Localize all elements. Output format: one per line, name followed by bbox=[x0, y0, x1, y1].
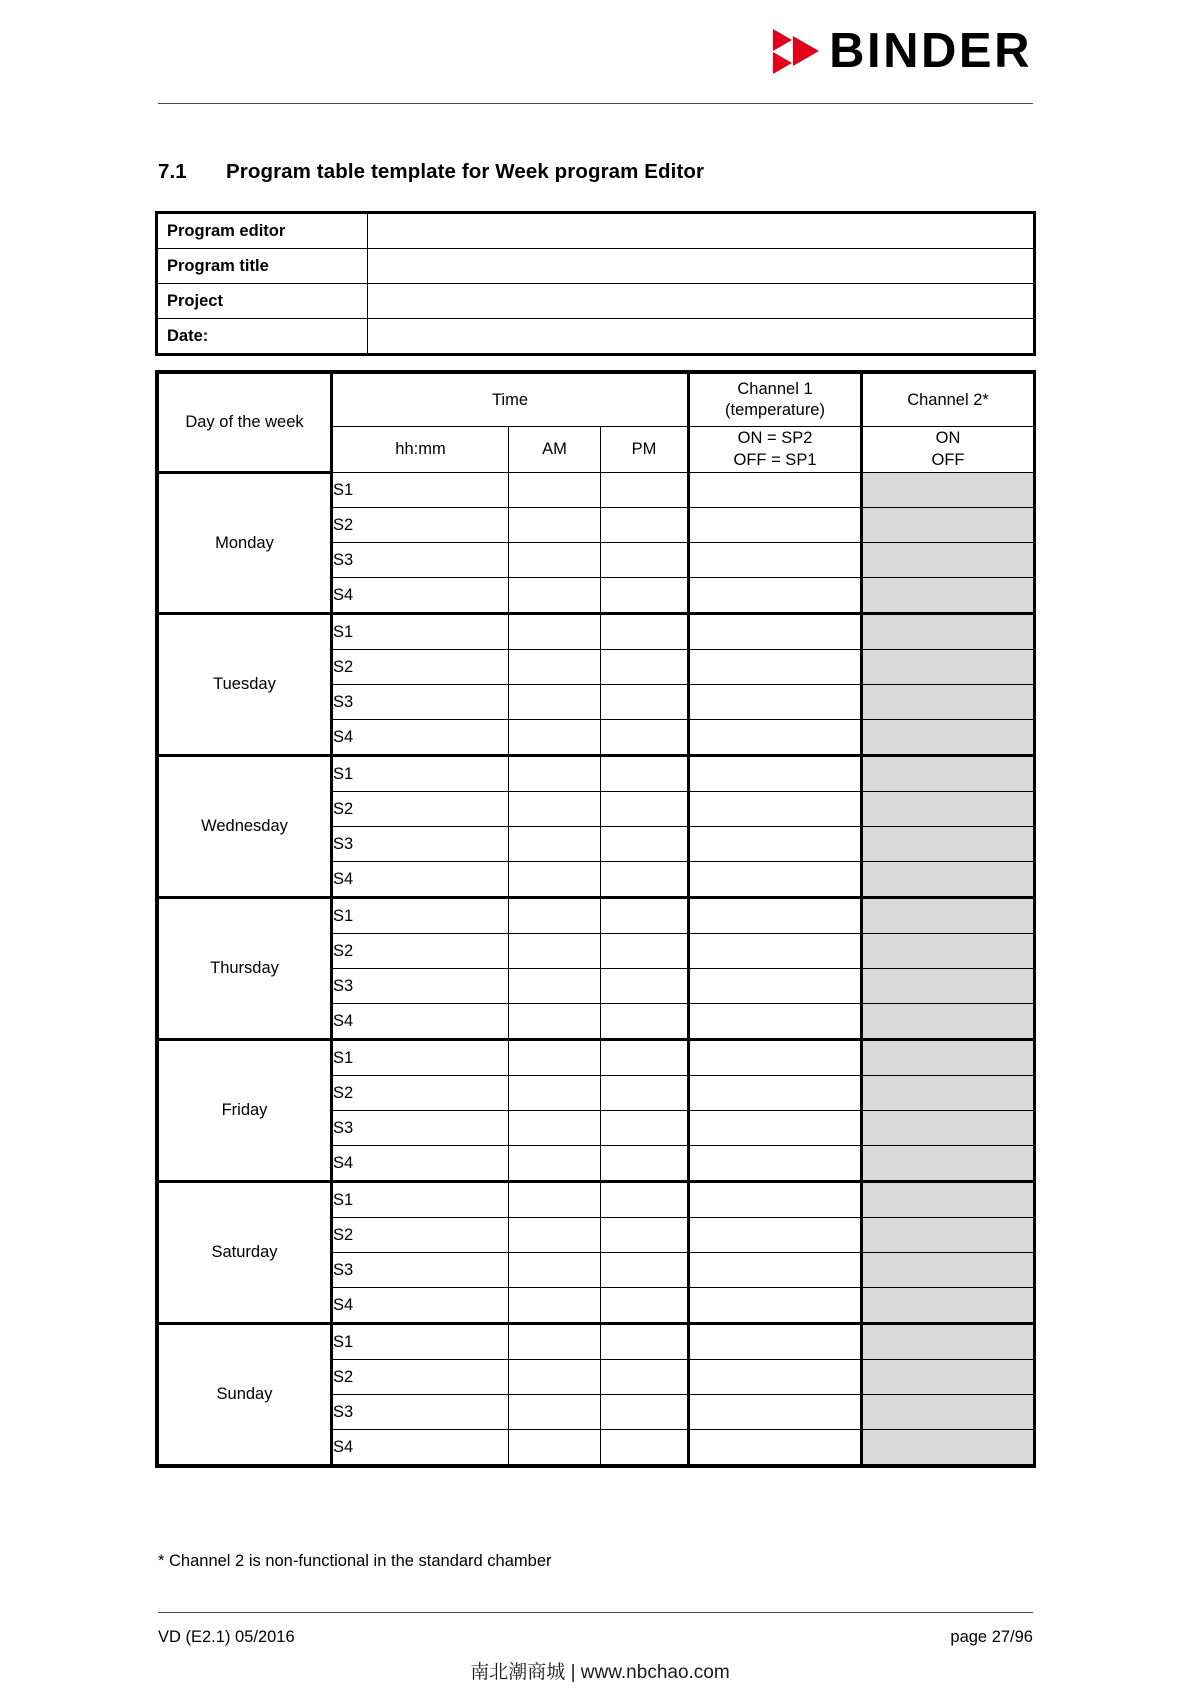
table-row bbox=[159, 756, 1034, 792]
cell-channel1-thursday-s3[interactable] bbox=[689, 969, 862, 1004]
cell-pm-friday-s1[interactable] bbox=[601, 1040, 689, 1076]
cell-channel2-friday-s2 bbox=[862, 1076, 1034, 1111]
cell-am-thursday-s2[interactable] bbox=[509, 934, 601, 969]
cell-pm-thursday-s3[interactable] bbox=[601, 969, 689, 1004]
cell-channel1-monday-s4[interactable] bbox=[689, 578, 862, 614]
cell-pm-wednesday-s4[interactable] bbox=[601, 862, 689, 898]
cell-channel1-tuesday-s3[interactable] bbox=[689, 685, 862, 720]
cell-channel2-monday-s1 bbox=[862, 473, 1034, 508]
slot-label-sunday-s4: S4 bbox=[332, 1430, 509, 1465]
header-time: Time bbox=[332, 374, 689, 427]
cell-am-monday-s3[interactable] bbox=[509, 543, 601, 578]
cell-pm-monday-s4[interactable] bbox=[601, 578, 689, 614]
header-channel1-line1: Channel 1 bbox=[737, 380, 813, 399]
footer-divider bbox=[158, 1612, 1033, 1613]
slot-label-monday-s3: S3 bbox=[332, 543, 509, 578]
cell-channel2-sunday-s1 bbox=[862, 1324, 1034, 1360]
cell-channel1-saturday-s1[interactable] bbox=[689, 1182, 862, 1218]
week-program-table-border bbox=[155, 370, 1036, 1468]
info-value-project[interactable] bbox=[368, 284, 1034, 319]
cell-channel1-thursday-s4[interactable] bbox=[689, 1004, 862, 1040]
slot-label-monday-s4: S4 bbox=[332, 578, 509, 614]
program-info-table bbox=[157, 213, 1034, 354]
cell-channel1-sunday-s4[interactable] bbox=[689, 1430, 862, 1465]
cell-channel1-friday-s3[interactable] bbox=[689, 1111, 862, 1146]
cell-am-wednesday-s1[interactable] bbox=[509, 756, 601, 792]
slot-label-thursday-s1: S1 bbox=[332, 898, 509, 934]
cell-channel1-friday-s1[interactable] bbox=[689, 1040, 862, 1076]
subheader-am: AM bbox=[509, 427, 601, 473]
cell-channel2-thursday-s3 bbox=[862, 969, 1034, 1004]
cell-am-friday-s2[interactable] bbox=[509, 1076, 601, 1111]
cell-pm-friday-s3[interactable] bbox=[601, 1111, 689, 1146]
cell-channel2-saturday-s1 bbox=[862, 1182, 1034, 1218]
cell-pm-saturday-s1[interactable] bbox=[601, 1182, 689, 1218]
cell-am-tuesday-s2[interactable] bbox=[509, 650, 601, 685]
cell-pm-sunday-s3[interactable] bbox=[601, 1395, 689, 1430]
subheader-channel1 bbox=[689, 427, 862, 473]
cell-pm-friday-s2[interactable] bbox=[601, 1076, 689, 1111]
cell-channel2-monday-s2 bbox=[862, 508, 1034, 543]
cell-channel1-sunday-s2[interactable] bbox=[689, 1360, 862, 1395]
cell-am-tuesday-s1[interactable] bbox=[509, 614, 601, 650]
cell-am-saturday-s4[interactable] bbox=[509, 1288, 601, 1324]
cell-am-wednesday-s3[interactable] bbox=[509, 827, 601, 862]
section-number: 7.1 bbox=[158, 160, 187, 183]
info-value-program-title[interactable] bbox=[368, 249, 1034, 284]
cell-channel1-tuesday-s4[interactable] bbox=[689, 720, 862, 756]
cell-channel2-friday-s3 bbox=[862, 1111, 1034, 1146]
cell-channel2-friday-s1 bbox=[862, 1040, 1034, 1076]
slot-label-sunday-s2: S2 bbox=[332, 1360, 509, 1395]
cell-channel1-saturday-s2[interactable] bbox=[689, 1218, 862, 1253]
slot-label-tuesday-s2: S2 bbox=[332, 650, 509, 685]
footnote: * Channel 2 is non-functional in the standard chamber bbox=[158, 1552, 552, 1570]
cell-am-saturday-s3[interactable] bbox=[509, 1253, 601, 1288]
slot-label-saturday-s1: S1 bbox=[332, 1182, 509, 1218]
day-label-wednesday: Wednesday bbox=[159, 756, 332, 898]
cell-channel2-tuesday-s4 bbox=[862, 720, 1034, 756]
cell-pm-monday-s3[interactable] bbox=[601, 543, 689, 578]
cell-channel1-wednesday-s4[interactable] bbox=[689, 862, 862, 898]
cell-channel2-sunday-s3 bbox=[862, 1395, 1034, 1430]
cell-am-saturday-s2[interactable] bbox=[509, 1218, 601, 1253]
cell-channel2-thursday-s4 bbox=[862, 1004, 1034, 1040]
slot-label-wednesday-s4: S4 bbox=[332, 862, 509, 898]
slot-label-wednesday-s1: S1 bbox=[332, 756, 509, 792]
slot-label-sunday-s1: S1 bbox=[332, 1324, 509, 1360]
slot-label-friday-s4: S4 bbox=[332, 1146, 509, 1182]
header-channel1 bbox=[689, 374, 862, 427]
subheader-ch2-line2: OFF bbox=[931, 450, 965, 469]
cell-channel1-friday-s2[interactable] bbox=[689, 1076, 862, 1111]
cell-channel2-saturday-s4 bbox=[862, 1288, 1034, 1324]
subheader-ch1-line2: OFF = SP1 bbox=[733, 450, 817, 469]
cell-channel2-monday-s3 bbox=[862, 543, 1034, 578]
footer-watermark: 南北潮商城 | www.nbchao.com bbox=[470, 1662, 730, 1683]
cell-channel2-tuesday-s3 bbox=[862, 685, 1034, 720]
day-label-saturday: Saturday bbox=[159, 1182, 332, 1324]
cell-am-monday-s4[interactable] bbox=[509, 578, 601, 614]
cell-channel2-sunday-s4 bbox=[862, 1430, 1034, 1465]
slot-label-thursday-s3: S3 bbox=[332, 969, 509, 1004]
cell-channel2-saturday-s2 bbox=[862, 1218, 1034, 1253]
table-row bbox=[159, 614, 1034, 650]
cell-channel1-monday-s1[interactable] bbox=[689, 473, 862, 508]
cell-pm-tuesday-s3[interactable] bbox=[601, 685, 689, 720]
cell-channel2-tuesday-s1 bbox=[862, 614, 1034, 650]
cell-am-sunday-s4[interactable] bbox=[509, 1430, 601, 1465]
cell-pm-saturday-s2[interactable] bbox=[601, 1218, 689, 1253]
binder-logo bbox=[773, 22, 1032, 80]
cell-channel1-monday-s2[interactable] bbox=[689, 508, 862, 543]
cell-pm-sunday-s4[interactable] bbox=[601, 1430, 689, 1465]
info-label-date: Date: bbox=[158, 319, 368, 354]
slot-label-wednesday-s2: S2 bbox=[332, 792, 509, 827]
day-label-sunday: Sunday bbox=[159, 1324, 332, 1465]
cell-am-tuesday-s3[interactable] bbox=[509, 685, 601, 720]
cell-pm-sunday-s2[interactable] bbox=[601, 1360, 689, 1395]
brand-name: BINDER bbox=[829, 23, 1032, 78]
cell-channel1-wednesday-s2[interactable] bbox=[689, 792, 862, 827]
cell-am-friday-s4[interactable] bbox=[509, 1146, 601, 1182]
slot-label-wednesday-s3: S3 bbox=[332, 827, 509, 862]
cell-am-wednesday-s4[interactable] bbox=[509, 862, 601, 898]
subheader-pm: PM bbox=[601, 427, 689, 473]
cell-pm-thursday-s1[interactable] bbox=[601, 898, 689, 934]
cell-am-sunday-s2[interactable] bbox=[509, 1360, 601, 1395]
cell-am-monday-s2[interactable] bbox=[509, 508, 601, 543]
cell-channel1-tuesday-s1[interactable] bbox=[689, 614, 862, 650]
cell-channel1-thursday-s2[interactable] bbox=[689, 934, 862, 969]
page-header bbox=[0, 0, 1200, 110]
cell-channel1-monday-s3[interactable] bbox=[689, 543, 862, 578]
slot-label-friday-s3: S3 bbox=[332, 1111, 509, 1146]
slot-label-friday-s1: S1 bbox=[332, 1040, 509, 1076]
cell-pm-friday-s4[interactable] bbox=[601, 1146, 689, 1182]
day-label-friday: Friday bbox=[159, 1040, 332, 1182]
cell-channel2-wednesday-s2 bbox=[862, 792, 1034, 827]
week-program-table-body bbox=[159, 473, 1034, 1465]
cell-channel1-wednesday-s3[interactable] bbox=[689, 827, 862, 862]
cell-pm-thursday-s4[interactable] bbox=[601, 1004, 689, 1040]
table-row bbox=[158, 249, 1034, 284]
cell-pm-thursday-s2[interactable] bbox=[601, 934, 689, 969]
cell-am-thursday-s3[interactable] bbox=[509, 969, 601, 1004]
cell-channel2-thursday-s2 bbox=[862, 934, 1034, 969]
table-row bbox=[158, 319, 1034, 354]
cell-pm-tuesday-s4[interactable] bbox=[601, 720, 689, 756]
day-label-thursday: Thursday bbox=[159, 898, 332, 1040]
cell-channel1-friday-s4[interactable] bbox=[689, 1146, 862, 1182]
info-label-project: Project bbox=[158, 284, 368, 319]
cell-pm-tuesday-s2[interactable] bbox=[601, 650, 689, 685]
table-row bbox=[159, 1324, 1034, 1360]
cell-channel2-saturday-s3 bbox=[862, 1253, 1034, 1288]
slot-label-saturday-s2: S2 bbox=[332, 1218, 509, 1253]
cell-pm-saturday-s3[interactable] bbox=[601, 1253, 689, 1288]
section-title-text: Program table template for Week program Editor bbox=[226, 160, 705, 183]
header-channel2: Channel 2* bbox=[862, 374, 1034, 427]
cell-am-monday-s1[interactable] bbox=[509, 473, 601, 508]
subheader-ch1-line1: ON = SP2 bbox=[737, 429, 813, 448]
cell-channel2-friday-s4 bbox=[862, 1146, 1034, 1182]
slot-label-saturday-s4: S4 bbox=[332, 1288, 509, 1324]
cell-am-thursday-s1[interactable] bbox=[509, 898, 601, 934]
cell-channel1-saturday-s3[interactable] bbox=[689, 1253, 862, 1288]
cell-am-friday-s1[interactable] bbox=[509, 1040, 601, 1076]
footer-page-number: page 27/96 bbox=[950, 1628, 1033, 1646]
slot-label-thursday-s2: S2 bbox=[332, 934, 509, 969]
cell-am-wednesday-s2[interactable] bbox=[509, 792, 601, 827]
slot-label-tuesday-s4: S4 bbox=[332, 720, 509, 756]
cell-channel1-saturday-s4[interactable] bbox=[689, 1288, 862, 1324]
slot-label-monday-s2: S2 bbox=[332, 508, 509, 543]
slot-label-tuesday-s1: S1 bbox=[332, 614, 509, 650]
info-value-program-editor[interactable] bbox=[368, 214, 1034, 249]
cell-channel1-wednesday-s1[interactable] bbox=[689, 756, 862, 792]
table-row bbox=[159, 1040, 1034, 1076]
cell-pm-sunday-s1[interactable] bbox=[601, 1324, 689, 1360]
header-channel1-line2: (temperature) bbox=[725, 401, 825, 419]
info-label-program-title: Program title bbox=[158, 249, 368, 284]
slot-label-thursday-s4: S4 bbox=[332, 1004, 509, 1040]
cell-am-sunday-s3[interactable] bbox=[509, 1395, 601, 1430]
subheader-channel2 bbox=[862, 427, 1034, 473]
slot-label-friday-s2: S2 bbox=[332, 1076, 509, 1111]
table-row bbox=[158, 284, 1034, 319]
table-row bbox=[159, 1182, 1034, 1218]
cell-pm-wednesday-s1[interactable] bbox=[601, 756, 689, 792]
subheader-ch2-line1: ON bbox=[935, 429, 961, 448]
table-header-row-top bbox=[159, 374, 1034, 427]
cell-channel2-wednesday-s3 bbox=[862, 827, 1034, 862]
cell-am-tuesday-s4[interactable] bbox=[509, 720, 601, 756]
cell-am-thursday-s4[interactable] bbox=[509, 1004, 601, 1040]
cell-pm-monday-s1[interactable] bbox=[601, 473, 689, 508]
cell-pm-tuesday-s1[interactable] bbox=[601, 614, 689, 650]
info-value-date[interactable] bbox=[368, 319, 1034, 354]
cell-pm-monday-s2[interactable] bbox=[601, 508, 689, 543]
info-label-program-editor: Program editor bbox=[158, 214, 368, 249]
binder-triangles-icon bbox=[773, 28, 817, 74]
cell-channel2-thursday-s1 bbox=[862, 898, 1034, 934]
day-label-monday: Monday bbox=[159, 473, 332, 614]
page-title bbox=[158, 160, 704, 184]
cell-am-friday-s3[interactable] bbox=[509, 1111, 601, 1146]
table-row bbox=[159, 473, 1034, 508]
cell-channel2-wednesday-s1 bbox=[862, 756, 1034, 792]
cell-am-saturday-s1[interactable] bbox=[509, 1182, 601, 1218]
slot-label-tuesday-s3: S3 bbox=[332, 685, 509, 720]
cell-channel2-monday-s4 bbox=[862, 578, 1034, 614]
table-row bbox=[158, 214, 1034, 249]
slot-label-saturday-s3: S3 bbox=[332, 1253, 509, 1288]
week-program-table bbox=[158, 373, 1034, 1465]
cell-channel2-tuesday-s2 bbox=[862, 650, 1034, 685]
footer-document-id: VD (E2.1) 05/2016 bbox=[158, 1628, 295, 1646]
cell-pm-wednesday-s3[interactable] bbox=[601, 827, 689, 862]
cell-channel1-tuesday-s2[interactable] bbox=[689, 650, 862, 685]
cell-channel2-sunday-s2 bbox=[862, 1360, 1034, 1395]
cell-channel1-sunday-s1[interactable] bbox=[689, 1324, 862, 1360]
slot-label-sunday-s3: S3 bbox=[332, 1395, 509, 1430]
table-row bbox=[159, 898, 1034, 934]
cell-channel1-sunday-s3[interactable] bbox=[689, 1395, 862, 1430]
header-divider bbox=[158, 103, 1033, 104]
header-day-of-week: Day of the week bbox=[159, 374, 332, 473]
cell-channel2-wednesday-s4 bbox=[862, 862, 1034, 898]
subheader-hhmm: hh:mm bbox=[332, 427, 509, 473]
cell-channel1-thursday-s1[interactable] bbox=[689, 898, 862, 934]
cell-pm-wednesday-s2[interactable] bbox=[601, 792, 689, 827]
day-label-tuesday: Tuesday bbox=[159, 614, 332, 756]
cell-am-sunday-s1[interactable] bbox=[509, 1324, 601, 1360]
slot-label-monday-s1: S1 bbox=[332, 473, 509, 508]
cell-pm-saturday-s4[interactable] bbox=[601, 1288, 689, 1324]
